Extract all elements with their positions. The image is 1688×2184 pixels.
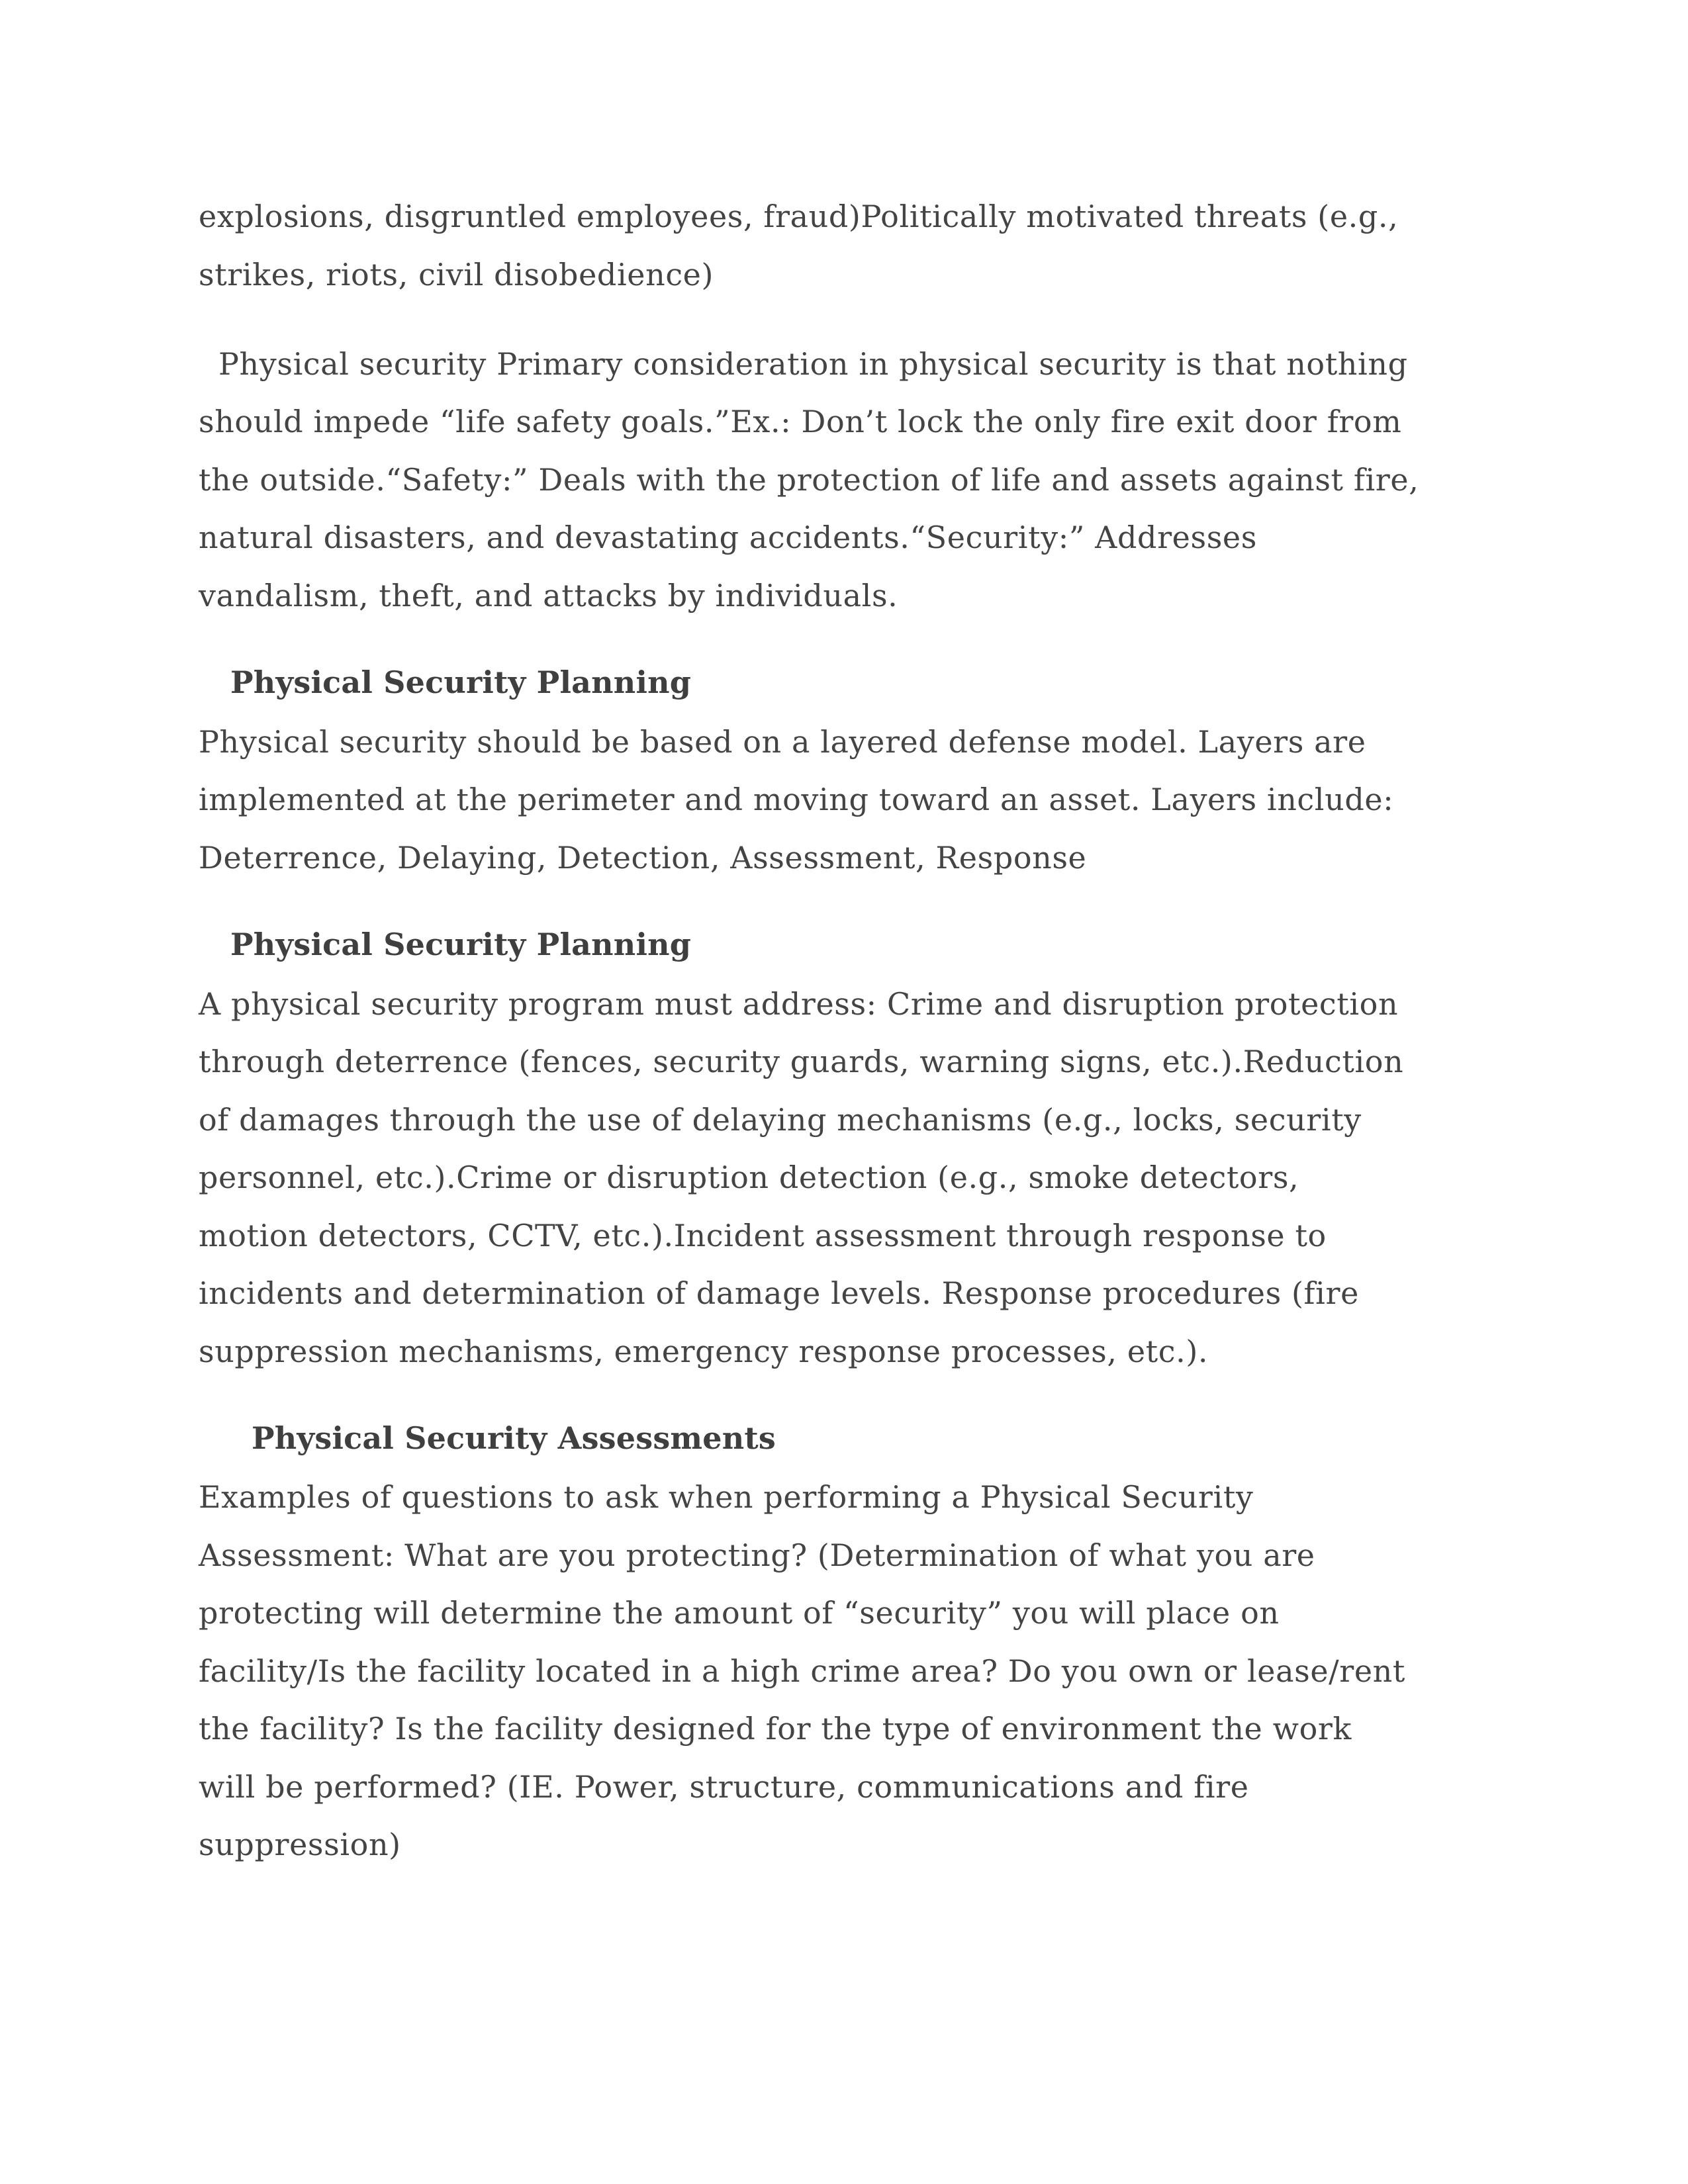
- paragraph-line: incidents and determination of damage levels. Response procedures (fire: [199, 1275, 1359, 1311]
- paragraph-line: should impede “life safety goals.”Ex.: Don’t lock the only fire exit door from: [199, 404, 1402, 439]
- paragraph-line: vandalism, theft, and attacks by individuals.: [199, 578, 898, 614]
- paragraph-line: natural disasters, and devastating accidents.“Security:” Addresses: [199, 520, 1257, 555]
- paragraph-line: will be performed? (IE. Power, structure, communications and fire: [199, 1769, 1249, 1805]
- paragraph-line: Deterrence, Delaying, Detection, Assessment, Response: [199, 840, 1087, 876]
- paragraph-line: suppression): [199, 1827, 401, 1862]
- paragraph-line: protecting will determine the amount of “security” you will place on: [199, 1595, 1280, 1631]
- paragraph-line: strikes, riots, civil disobedience): [199, 257, 714, 293]
- paragraph-line: suppression mechanisms, emergency response processes, etc.).: [199, 1334, 1209, 1369]
- paragraph-line: implemented at the perimeter and moving toward an asset. Layers include:: [199, 782, 1394, 817]
- paragraph-line: Physical security should be based on a layered defense model. Layers are: [199, 724, 1366, 760]
- section-heading: Physical Security Assessments: [252, 1420, 776, 1456]
- paragraph-line: motion detectors, CCTV, etc.).Incident assessment through response to: [199, 1218, 1327, 1253]
- paragraph-line: Assessment: What are you protecting? (Determination of what you are: [199, 1537, 1315, 1573]
- paragraph-line: Examples of questions to ask when performing a Physical Security: [199, 1479, 1254, 1515]
- section-heading: Physical Security Planning: [230, 664, 692, 700]
- paragraph-line: of damages through the use of delaying mechanisms (e.g., locks, security: [199, 1102, 1362, 1138]
- paragraph-line: through deterrence (fences, security guards, warning signs, etc.).Reduction: [199, 1044, 1404, 1079]
- paragraph-line: Physical security Primary consideration in physical security is that nothing: [218, 346, 1408, 382]
- paragraph-line: A physical security program must address: Crime and disruption protection: [199, 986, 1399, 1022]
- paragraph-line: explosions, disgruntled employees, fraud)Politically motivated threats (e.g.,: [199, 199, 1399, 234]
- paragraph-line: facility/Is the facility located in a high crime area? Do you own or lease/rent: [199, 1653, 1405, 1689]
- paragraph-line: personnel, etc.).Crime or disruption detection (e.g., smoke detectors,: [199, 1160, 1299, 1195]
- section-heading: Physical Security Planning: [230, 927, 692, 962]
- paragraph-line: the facility? Is the facility designed for the type of environment the work: [199, 1711, 1352, 1747]
- paragraph-line: the outside.“Safety:” Deals with the protection of life and assets against fire,: [199, 462, 1419, 498]
